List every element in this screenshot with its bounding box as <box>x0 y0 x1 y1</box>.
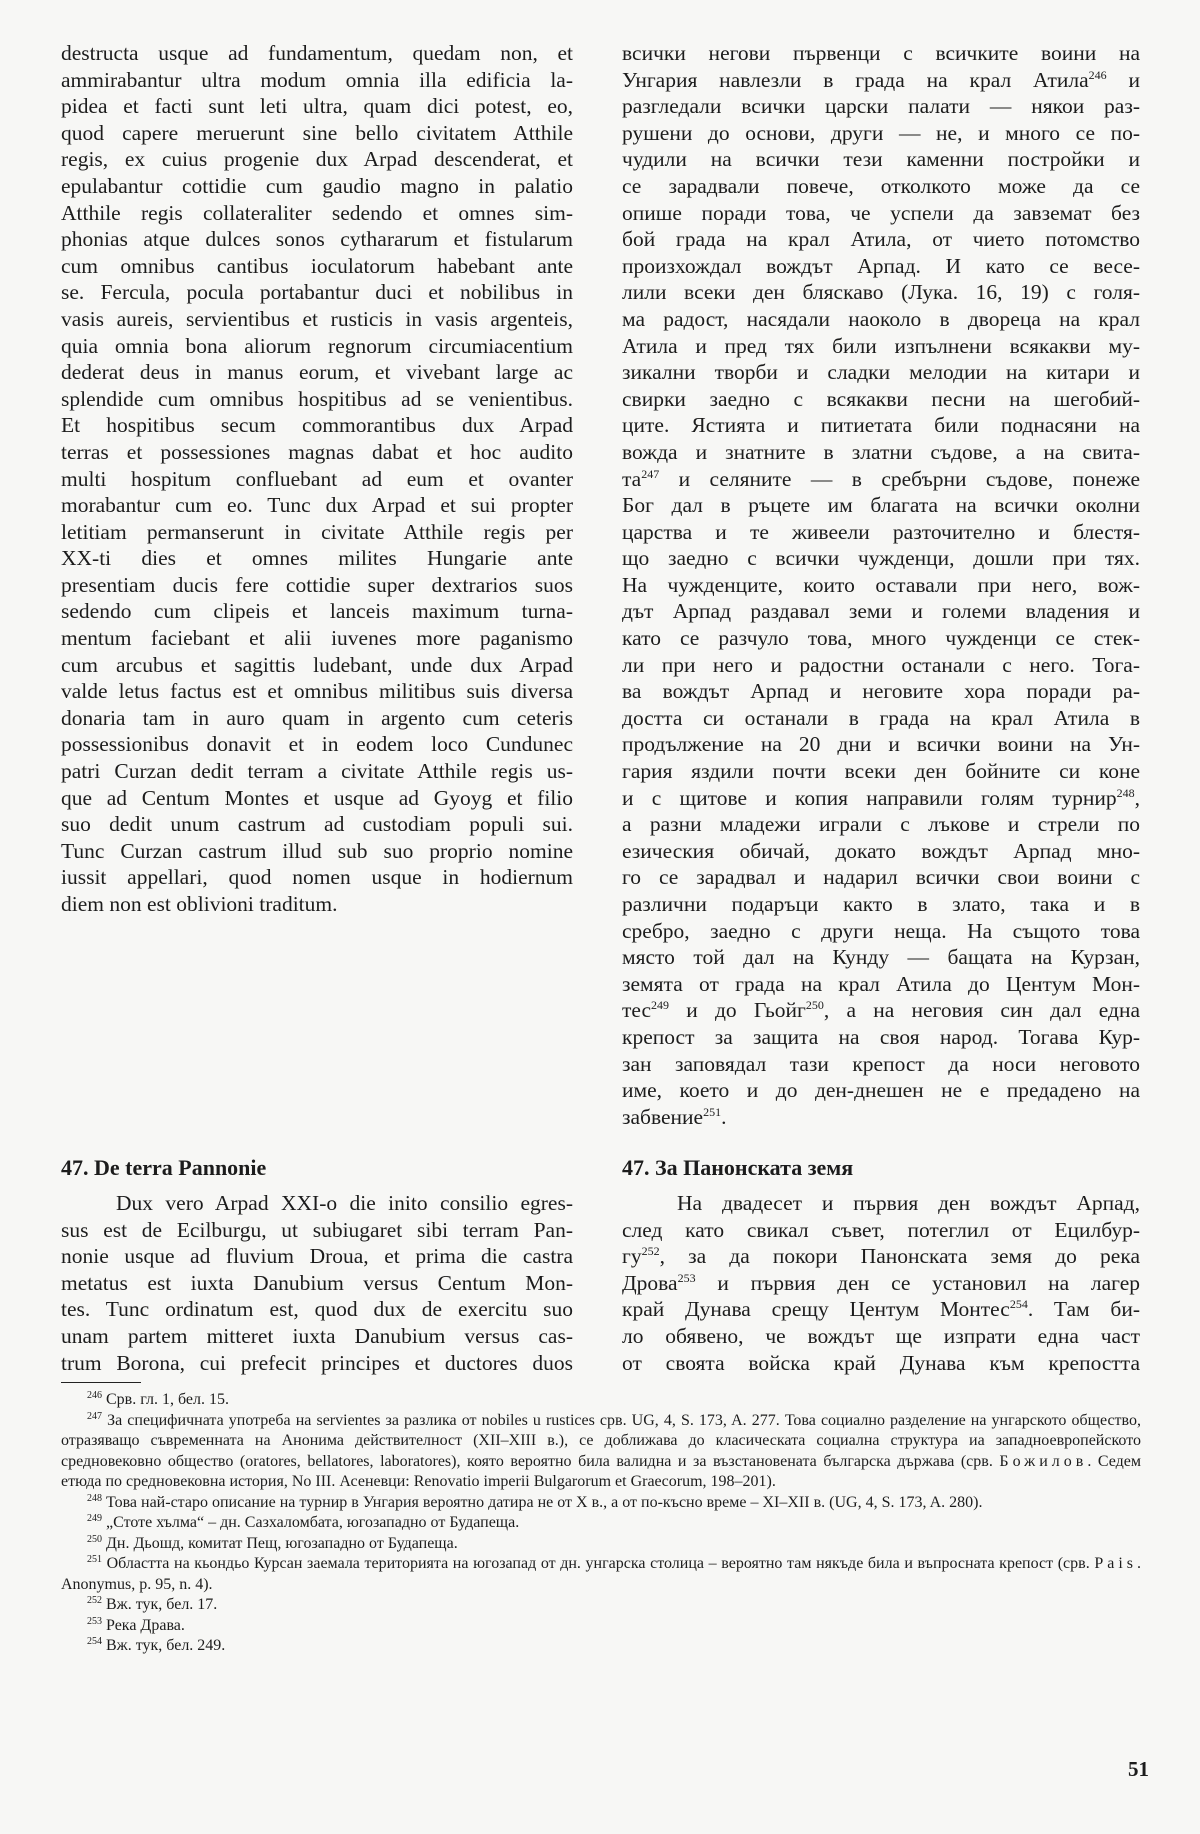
text-line: quod capere meruerunt sine bello civitatem Atthile <box>61 120 573 145</box>
line-text: опише поради това, че успели да завземат без <box>622 200 1140 225</box>
text-line: possessionibus donavit et in eodem loco Cundunec <box>61 732 573 757</box>
line-text: бой града на крал Атила, от чието потомство <box>622 227 1140 252</box>
footnote-body <box>61 1412 1141 1491</box>
text-line <box>622 864 1140 891</box>
text-line: ammirabantur ultra modum omnia illa edificia la- <box>61 67 573 92</box>
line-text: и <box>1106 67 1140 92</box>
text-line: unam partem mitteret iuxta Danubium versus cas- <box>61 1323 573 1348</box>
footnotes <box>61 1390 1141 1657</box>
text-line <box>622 359 1140 386</box>
text-line <box>622 1296 1140 1323</box>
latin-column <box>61 40 573 918</box>
bulgarian-column <box>622 40 1140 1130</box>
page-number: 51 <box>1128 1757 1149 1781</box>
text-line <box>622 971 1140 998</box>
line-text: рушени до основи, други — не, и много се по- <box>622 120 1140 145</box>
footnote-number: 254 <box>87 1636 102 1647</box>
text-line <box>622 93 1140 120</box>
text-line: cum omnibus cantibus ioculatorum habebant ante <box>61 253 573 278</box>
text-line: destructa usque ad fundamentum, quedam non, et <box>61 41 573 65</box>
text-line <box>622 1270 1140 1297</box>
line-text: и до Гьойг <box>669 998 806 1023</box>
text-line: patri Curzan dedit terram a civitate Atthile regis us- <box>61 759 573 784</box>
line-text: . Там би- <box>1027 1297 1141 1322</box>
text-line: sus est de Ecilburgu, ut subiugaret sibi terram Pan- <box>61 1217 573 1242</box>
footnote-number: 251 <box>87 1554 102 1565</box>
footnote-ref: 251 <box>703 1104 722 1119</box>
footnote-text: Срв. гл. 1, бел. 15. <box>102 1391 229 1408</box>
text-line <box>622 1104 1140 1131</box>
line-text: дът Арпад раздавал земи и големи владения и <box>622 599 1140 624</box>
text-line <box>622 386 1140 413</box>
line-text: зан заповядал тази крепост да носи неговото <box>622 1051 1140 1076</box>
line-text: крепост за защита на своя народ. Тогава Кур- <box>622 1024 1140 1049</box>
text-line <box>622 944 1140 971</box>
line-text: що заедно с всички чужденци, дошли при тях. <box>622 546 1140 571</box>
text-line: multi hospitum confluebant ad eum et ovanter <box>61 466 573 491</box>
text-line <box>622 492 1140 519</box>
line-text: различни подаръци както в злато, така и в <box>622 892 1140 916</box>
line-text: гария яздили почти всеки ден бойните си коне <box>622 759 1140 784</box>
text-line: Dux vero Arpad XXI-o die inito consilio egres- <box>116 1191 573 1215</box>
text-line <box>622 705 1140 732</box>
footnote-248 <box>61 1493 1141 1514</box>
text-line: mentum faciebant et alii iuvenes more paganismo <box>61 626 573 651</box>
text-line: terras et possessiones magnas dabat et hoc audito <box>61 439 573 464</box>
footnote-text: . Седем етюда по средновековна история, No III. Асеневци: Renovatio imperii Bulgarorum et Graecorum, 198–201). <box>61 1452 1141 1490</box>
text-line <box>622 200 1140 227</box>
line-text: езическия обичай, докато вождът Арпад мно- <box>622 838 1140 863</box>
text-line <box>622 678 1140 705</box>
text-line: valde letus factus est et omnibus militibus suis diversa <box>61 679 573 704</box>
footnote-body <box>61 1535 458 1552</box>
line-text: царства и те живеели разточително и блестя- <box>622 519 1140 544</box>
footnote-body <box>61 1494 982 1511</box>
text-line: morabantur cum eo. Tunc dux Arpad et sui propter <box>61 493 573 518</box>
line-text: Бог дал в ръцете им благата на всички околни <box>622 493 1140 518</box>
line-text: чудили на всички тези каменни постройки и <box>622 147 1140 172</box>
text-line <box>622 652 1140 679</box>
line-text: име, което и до ден-днешен не е предадено на <box>622 1078 1140 1103</box>
text-line <box>622 67 1140 94</box>
line-text: го се зарадвал и надарил всички свои воини с <box>622 865 1140 890</box>
text-line <box>622 173 1140 200</box>
line-text: вожда и знатните в златни съдове, а на свита- <box>622 439 1140 464</box>
footnote-text: Областта на кьондьо Курсан заемала територията на югозапад от дн. унгарска столица – вероятно там някъде била и въпросната крепост (срв. <box>102 1555 1095 1572</box>
text-line <box>622 625 1140 652</box>
footnote-254 <box>61 1636 1141 1657</box>
line-text: земята от града на крал Атила до Центум Мон- <box>622 971 1140 996</box>
footnote-number: 249 <box>87 1513 102 1524</box>
text-line: phonias atque dulces sonos cythararum et fistularum <box>61 227 573 252</box>
text-line: letitiam permanserunt in civitate Atthile regis per <box>61 519 573 544</box>
text-line: pidea et facti sunt leti ultra, quam dici potest, eo, <box>61 94 573 119</box>
footnote-text: . Anonymus, p. 95, n. 4). <box>61 1555 1141 1593</box>
footnote-ref: 248 <box>1116 785 1135 800</box>
line-text: а разни младежи играли с лъкове и стрели по <box>622 812 1140 837</box>
footnote-body <box>61 1391 229 1408</box>
footnote-body <box>61 1555 1141 1593</box>
footnote-ref: 246 <box>1088 67 1107 82</box>
text-line: se. Fercula, pocula portabantur duci et nobilibus in <box>61 280 573 305</box>
text-line <box>622 572 1140 599</box>
line-text: разгледали всички царски палати — някои раз- <box>622 94 1140 119</box>
text-line: suo dedit unum castrum ad custodiam populi sui. <box>61 812 573 837</box>
line-text: тес <box>622 998 652 1023</box>
footnote-ref: 253 <box>677 1270 696 1285</box>
footnote-text: Това най-старо описание на турнир в Унгария вероятно датира не от X в., а от по-късно време – XI–XII в. (UG, 4, S. 173, A. 280). <box>102 1493 983 1511</box>
text-line <box>622 598 1140 625</box>
text-line: sedendo cum clipeis et lanceis maximum turna- <box>61 599 573 624</box>
text-line <box>622 731 1140 758</box>
line-text: На двадесет и първия ден вождът Арпад, <box>677 1191 1140 1215</box>
footnote-252 <box>61 1595 1141 1616</box>
line-text: , за да покори Панонската земя до река <box>659 1244 1140 1269</box>
footnote-ref: 252 <box>641 1244 660 1259</box>
text-line <box>622 120 1140 147</box>
text-line <box>622 412 1140 439</box>
line-text: от своята войска край Дунава към крепостта <box>622 1350 1140 1375</box>
text-line: presentiam ducis fere cottidie super dextrarios suos <box>61 572 573 597</box>
text-line <box>622 838 1140 865</box>
text-line: diem non est oblivioni traditum. <box>61 892 338 916</box>
line-text: . <box>721 1104 727 1129</box>
line-text: се зарадвали повече, отколкото може да се <box>622 173 1140 198</box>
text-line <box>622 306 1140 333</box>
text-line <box>622 1024 1140 1051</box>
text-line: Tunc Curzan castrum illud sub suo proprio nomine <box>61 838 573 863</box>
text-line <box>622 1077 1140 1104</box>
footnote-number: 250 <box>87 1533 102 1545</box>
footnote-247 <box>61 1411 1141 1493</box>
text-line <box>622 519 1140 546</box>
footnote-number: 252 <box>87 1595 102 1606</box>
section-heading-latin: 47. De terra Pannonie <box>61 1155 267 1180</box>
line-text: гу <box>622 1244 642 1269</box>
text-line: quia omnia bona aliorum regnorum circumiacentium <box>61 333 573 358</box>
text-line <box>622 997 1140 1024</box>
line-text: Дрова <box>622 1270 678 1295</box>
footnote-body <box>61 1514 519 1531</box>
line-text: , а на неговия син дал една <box>823 998 1140 1023</box>
footnote-body <box>61 1617 185 1634</box>
footnote-ref: 250 <box>805 998 824 1013</box>
footnote-ref: 247 <box>641 466 660 481</box>
section-heading-bulgarian: 47. За Панонската земя <box>622 1155 854 1180</box>
text-line <box>622 1217 1140 1244</box>
line-text: и с щитове и копия направили голям турнир <box>622 785 1117 810</box>
footnote-249 <box>61 1513 1141 1534</box>
footnote-number: 248 <box>87 1492 102 1504</box>
text-line <box>622 40 1140 67</box>
text-line <box>622 1243 1140 1270</box>
text-line <box>622 891 1140 918</box>
text-line <box>622 545 1140 572</box>
footnote-251 <box>61 1554 1141 1595</box>
line-text: продължение на 20 дни и всички воини на Ун- <box>622 732 1140 757</box>
text-line: trum Borona, cui prefecit principes et ductores duos <box>61 1350 573 1375</box>
line-text: сребро, заедно с други неща. На същото това <box>622 918 1140 943</box>
text-line <box>622 918 1140 945</box>
text-line <box>622 785 1140 812</box>
line-text: като се разчуло това, много чужденци се стек- <box>622 626 1140 651</box>
footnote-body <box>61 1637 225 1654</box>
text-line <box>622 226 1140 253</box>
author-name: Божилов <box>999 1452 1088 1470</box>
author-name: Pais <box>1094 1555 1137 1572</box>
text-line <box>622 811 1140 838</box>
text-line: XX-ti dies et omnes milites Hungarie ante <box>61 546 573 571</box>
text-line: cum arcubus et sagittis ludebant, unde dux Arpad <box>61 652 573 677</box>
text-line: metatus est iuxta Danubium versus Centum Mon- <box>61 1270 573 1295</box>
text-line: tes. Tunc ordinatum est, quod dux de exercitu suo <box>61 1297 573 1322</box>
line-text: ците. Ястията и питиетата били поднасяни на <box>622 413 1140 438</box>
text-line <box>622 1350 1140 1377</box>
footnote-ref: 249 <box>651 998 670 1013</box>
text-line: que ad Centum Montes et usque ad Gyoyg et filio <box>61 785 573 810</box>
line-text: ло обявено, че вождът ще изпрати една част <box>622 1323 1140 1348</box>
latin-section-text <box>61 1190 573 1376</box>
line-text: край Дунава срещу Центум Монтес <box>622 1297 1010 1322</box>
text-line: regis, ex cuius progenie dux Arpad descenderat, et <box>61 147 573 172</box>
line-text: та <box>622 466 642 491</box>
line-text: след като свикал съвет, потеглил от Ецилбур- <box>622 1217 1140 1242</box>
bulgarian-section-text <box>622 1190 1140 1376</box>
line-text: свирки заедно с всякакви песни на шегобий- <box>622 386 1140 411</box>
footnote-number: 246 <box>87 1390 102 1401</box>
footnote-text: Дн. Дьошд, комитат Пещ, югозападно от Будапеща. <box>102 1534 458 1552</box>
footnote-divider <box>61 1382 141 1383</box>
footnote-number: 247 <box>87 1410 102 1422</box>
footnote-text: За специфичната употреба на servientes за разлика от nobiles u rustices срв. UG, 4, S. 173, A. 277. Това социално разделение на унгарското общество, отразяващо съвременната на Анонима действителност (XII–XIII в.), се доближава до класическата социална структура иа западноевропейското средновековно общество (oratores, bellatores, laboratores), която вероятно била валидна и за възстановената българска държава (срв. <box>61 1411 1141 1470</box>
text-line: splendide cum omnibus hospitibus ad se venientibus. <box>61 386 573 411</box>
line-text: зикални творби и сладки мелодии на китари и <box>622 360 1140 385</box>
line-text: Унгария навлезли в града на крал Атила <box>622 67 1089 92</box>
text-line: nonie usque ad fluvium Droua, et prima die castra <box>61 1244 573 1269</box>
text-line: Atthile regis collateraliter sedendo et omnes sim- <box>61 200 573 225</box>
text-line <box>622 146 1140 173</box>
text-line <box>622 279 1140 306</box>
text-line <box>622 333 1140 360</box>
text-line <box>622 1190 1140 1217</box>
line-text: място той дал на Кунду — бащата на Курзан, <box>622 945 1140 970</box>
text-line <box>622 1323 1140 1350</box>
text-line <box>622 439 1140 466</box>
text-line: dederat deus in manus eorum, et vivebant large ac <box>61 360 573 385</box>
footnote-246 <box>61 1390 1141 1411</box>
line-text: ли при него и радостни останали с него. Тога- <box>622 652 1140 677</box>
line-text: и селяните — в сребърни съдове, понеже <box>659 466 1140 491</box>
line-text: достта си останали в града на крал Атила в <box>622 705 1140 730</box>
footnote-body <box>61 1596 217 1613</box>
line-text: и първия ден се установил на лагер <box>695 1270 1140 1295</box>
text-line: vasis aureis, servientibus et rusticis in vasis argenteis, <box>61 306 573 331</box>
footnote-text: Вж. тук, бел. 17. <box>102 1596 218 1613</box>
line-text: произхождал вождът Арпад. И като се весе- <box>622 253 1140 278</box>
text-line <box>622 758 1140 785</box>
text-line: donaria tam in auro quam in argento cum ceteris <box>61 705 573 730</box>
footnote-ref: 254 <box>1009 1297 1028 1312</box>
line-text: Атила и пред тях били изпълнени всякакви му- <box>622 333 1140 358</box>
footnote-253 <box>61 1616 1141 1637</box>
footnote-number: 253 <box>87 1615 102 1627</box>
line-text: , <box>1134 785 1140 810</box>
line-text: всички негови първенци с всичките воини на <box>622 41 1140 65</box>
text-line <box>622 466 1140 493</box>
footnote-text: Вж. тук, бел. 249. <box>102 1637 226 1654</box>
footnote-text: „Стоте хълма“ – дн. Сазхаломбата, югозападно от Будапеща. <box>102 1514 520 1531</box>
footnote-text: Река Драва. <box>102 1616 185 1634</box>
line-text: забвение <box>622 1104 704 1129</box>
line-text: лили всеки ден бляскаво (Лука. 16, 19) с голя- <box>622 280 1140 305</box>
text-line <box>622 1051 1140 1078</box>
text-line: iussit appellari, quod nomen usque in hodiernum <box>61 865 573 890</box>
footnote-250 <box>61 1534 1141 1555</box>
text-line <box>622 253 1140 280</box>
line-text: ма радост, насядали наоколо в двореца на крал <box>622 306 1140 331</box>
line-text: ва вождът Арпад и неговите хора поради ра- <box>622 679 1140 704</box>
text-line: Et hospitibus secum commorantibus dux Arpad <box>61 413 573 438</box>
line-text: На чужденците, които оставали при него, вож- <box>622 572 1140 597</box>
text-line: epulabantur cottidie cum gaudio magno in palatio <box>61 173 573 198</box>
